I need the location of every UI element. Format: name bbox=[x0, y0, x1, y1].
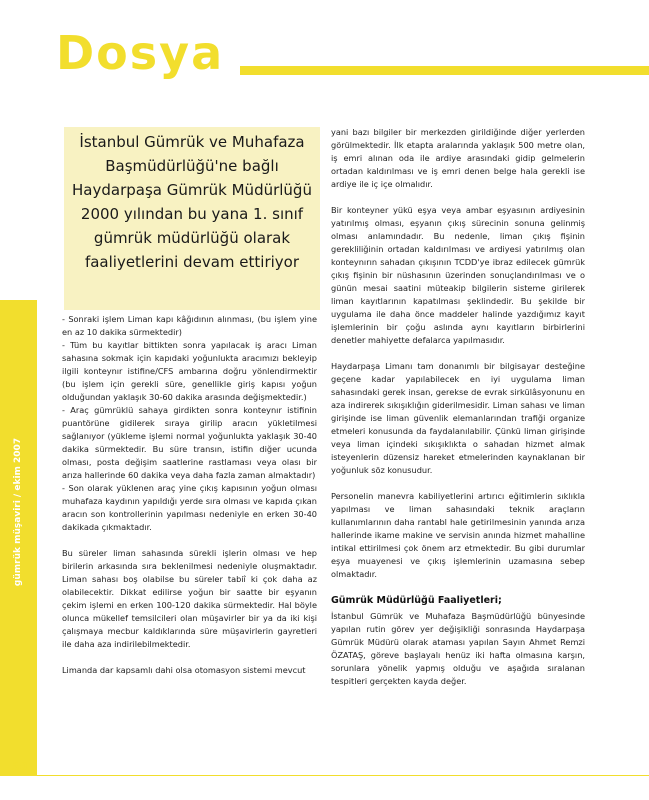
page-number: 30 bbox=[12, 760, 28, 773]
right-column bbox=[331, 126, 585, 701]
section-title: Dosya bbox=[56, 26, 225, 80]
left-column bbox=[62, 313, 317, 690]
body-paragraph: Haydarpaşa Limanı tam donanımlı bir bilgisayar desteğine geçene kadar yapılabilecek en iyi uygulama liman sahasındaki gerek insan, gerekse de evrak sirkülâsyonunu en aza indirerek sıkışıklığın giderilmesidir. Liman sahası ve liman girişinde ise liman güvenlik elemanlarından trafiği organize etmeleri konusunda da faydalanılabilir. Çünkü liman girişinde veya liman içindeki sıkışıklıkta o sahadan hizmet almak isteyenlerin düzensiz hareket etmelerinden kaynaklanan bir yoğunluk söz konusudur. bbox=[331, 361, 585, 475]
body-paragraph: Bu süreler liman sahasında sürekli işlerin olması ve hep birilerin arkasında sıra beklenilmesi nedeniyle oluşmaktadır. Liman sahası boş olabilse bu süreler tabiî ki çok daha az olabilecektir. Dikkat edilirse yoğun bir saatte bir eşyanın çekim işlemi en erken 100-120 dakika sürmektedir. Hal böyle olunca mükellef temsilcileri olan müşavirler bir ya da iki kişi çalışmaya mecbur kaldıklarında süre müşavirlerin gayretleri ile daha aza indirilebilmektedir. bbox=[62, 548, 317, 649]
callout-text: İstanbul Gümrük ve Muhafaza Başmüdürlüğü'ne bağlı Haydarpaşa Gümrük Müdürlüğü 2000 yılından bu yana 1. sınıf gümrük müdürlüğü olarak faaliyetlerini devam ettiriyor bbox=[72, 133, 312, 271]
side-tab-text: gümrük müşaviri / ekim 2007 bbox=[13, 437, 23, 587]
body-paragraph: yani bazı bilgiler bir merkezden girildiğinde diğer yerlerden görülmektedir. İlk etapta aralarında yaklaşık 500 metre olan, iş emri alınan oda ile ardiye arasındaki gidip gelmelerin ortadan kaldırılması ve iş emri denen belge hala gerekli ise ardiye ile iç içe olmalıdır. bbox=[331, 127, 585, 189]
list-item: - Sonraki işlem Liman kapı kâğıdının alınması, (bu işlem yine en az 10 dakika sürmektedir) bbox=[62, 314, 317, 337]
list-item: - Araç gümrüklü sahaya girdikten sonra konteynır istifinin puantörüne gidilerek sıraya girilip aracın yükletilmesi sağlanıyor (yükleme işlemi normal yoğunlukta yaklaşık 30-40 dakika sürmektedir. Bu süre transın, istifin diğer ucunda olması, posta değişim saatlerine rastlaması veya olası bir arıza hallerinde 60 dakika veya daha fazla zaman almaktadır) bbox=[62, 405, 317, 480]
body-paragraph: Bir konteyner yükü eşya veya ambar eşyasının ardiyesinin yatırılmış olması, eşyanın çıkış sürecinin sonuna gelinmiş olması anlamındadır. Bu nedenle, liman çıkış fişinin gerekliliğinin ortadan kaldırılması ve ardiyesi yatırılmış olan konteynırın sahadan çıkışının TCDD'ye ibraz edilecek gümrük çıkış fişinin bir nüshasının üzerinden sonuçlandırılması ve o günün mesai saatini müteakip bilgilerin sisteme girilerek liman kayıtlarının kapatılması şeklindedir. Bu şekilde bir uygulama ile daha önce maddeler halinde yazdığımız kayıt işlemlerinin bir çoğu aslında aynı kayıtların birbirlerini denetler mahiyette defalarca yapılmasıdır. bbox=[331, 205, 585, 345]
bottom-rule bbox=[0, 775, 649, 776]
body-paragraph: Limanda dar kapsamlı dahi olsa otomasyon sistemi mevcut bbox=[62, 665, 306, 675]
title-rule bbox=[240, 66, 649, 75]
body-paragraph: İstanbul Gümrük ve Muhafaza Başmüdürlüğü bünyesinde yapılan rutin görev yer değişikliği sonrasında Haydarpaşa Gümrük Müdürü olarak ataması yapılan Sayın Ahmet Remzi ÖZATAŞ, göreve başlayalı henüz iki hafta olmasına karşın, sorunlara yönelik yapmış olduğu ve aşağıda sıralanan tespitleri gerçekten kayda değer. bbox=[331, 611, 585, 686]
subheading: Gümrük Müdürlüğü Faaliyetleri; bbox=[331, 595, 502, 606]
list-item: - Son olarak yüklenen araç yine çıkış kapısının yoğun olması muhafaza kaydının yapıldığı yerde sıra olması ve kapıda çıkan aracın son kontrollerinin yapılması nedeniyle en erken 30-40 dakikada çıkmaktadır. bbox=[62, 483, 317, 532]
callout-box bbox=[64, 127, 320, 310]
body-paragraph: Personelin manevra kabiliyetlerini artırıcı eğitimlerin sıklıkla yapılması ve liman sahasındaki teknik araçların kullanımlarının daha rantabl hale getirilmesinin yanında arıza hallerinde ikame makine ve servisin anında hizmet mahalline intikal ettirilmesi çok önem arz etmektedir. Bu gibi durumlar eşya muayenesi ve çıkış işlemlerinin uzamasına sebep olmaktadır. bbox=[331, 491, 585, 579]
list-item: - Tüm bu kayıtlar bittikten sonra yapılacak iş aracı Liman sahasına sokmak için kapıdaki yoğunlukta aracımızı bekleyip ilgili konteynır istifine/CFS ambarına doğru yönlendirmektir (bu işlem için gerekli süre, genellikle giriş kapısı yoğun olduğundan yaklaşık 30-60 dakika arasında değişmektedir.) bbox=[62, 340, 317, 402]
